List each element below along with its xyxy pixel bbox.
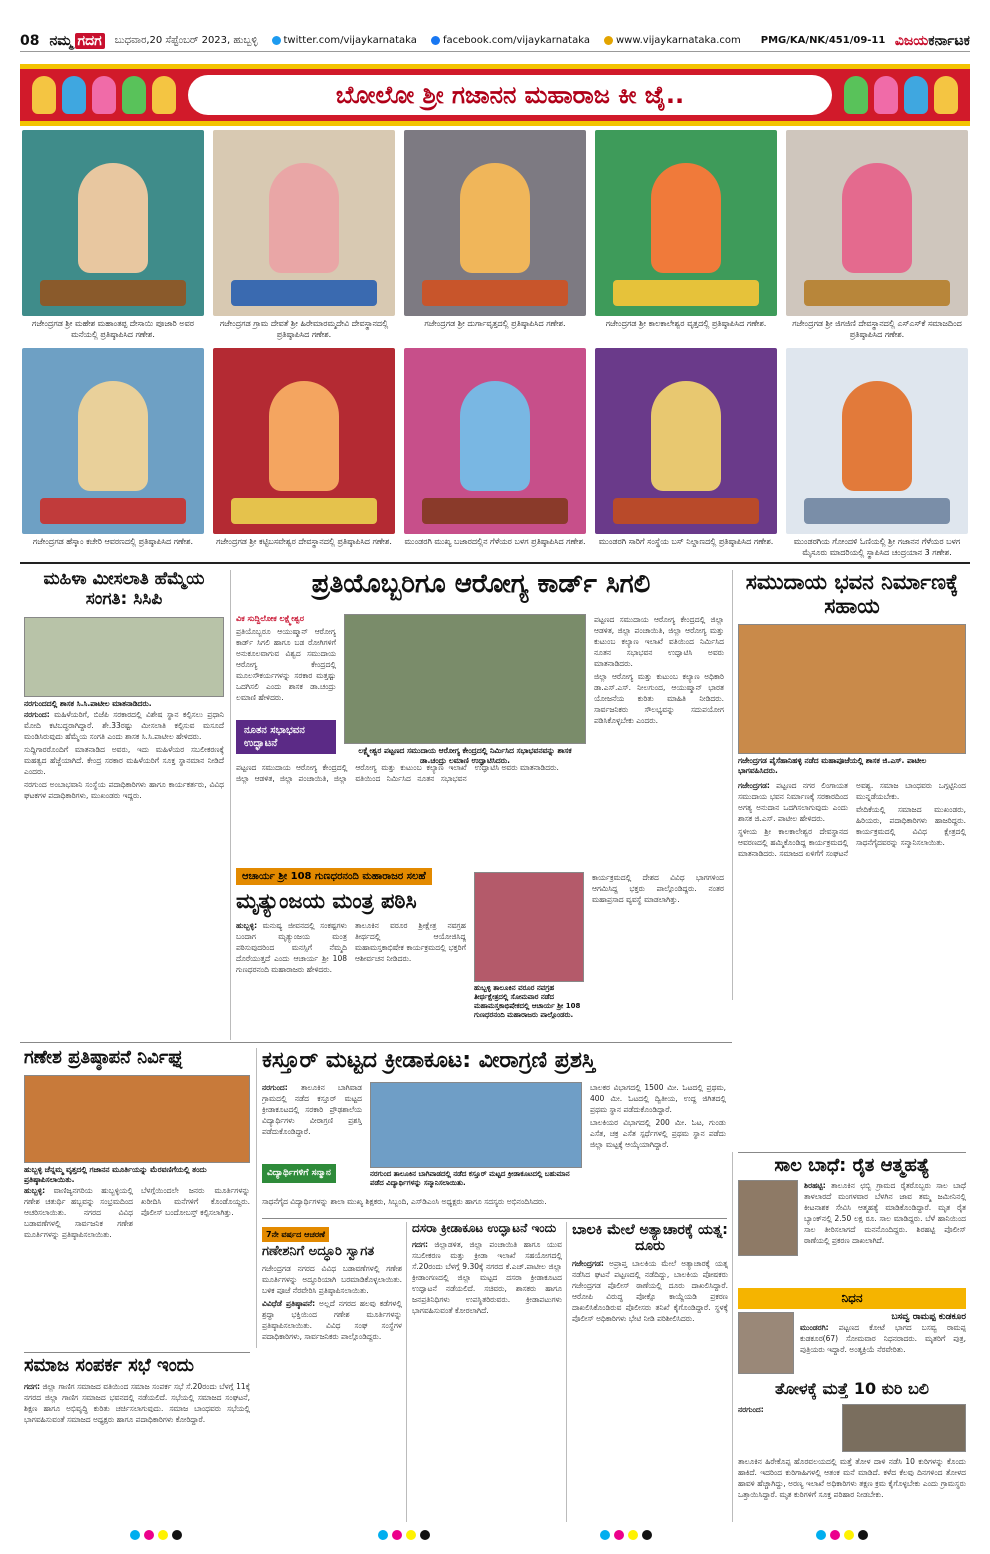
photo-tile [213,348,395,562]
article-body: ಗದಗ: ಜಿಲ್ಲಾ ಗಾಣಿಗ ಸಮಾಜದ ವತಿಯಿಂದ ಸಮಾಜ ಸಂಪರ್ಕ ಸಭೆ ಸೆ.20ರಂದು ಬೆಳಗ್ಗೆ 11ಕ್ಕೆ ನಗರದ ಜಿಲ್ಲಾ ಗಾಣಿಗ ಸಮಾಜದ ಭವನದಲ್ಲಿ ನಡೆಯಲಿದೆ. ಸಭೆಯಲ್ಲಿ ಸಮಾಜದ ಸಂಘಟನೆ, ಶಿಕ್ಷಣ ಹಾಗೂ ಅಭಿವೃದ್ಧಿ ಕುರಿತು ಚರ್ಚಿಸಲಾಗುವುದು. ಸಮಾಜ ಬಾಂಧವರು ಸಭೆಯಲ್ಲಿ ಭಾಗವಹಿಸುವಂತೆ ಸಮಾಜದ ಅಧ್ಯಕ್ಷರು ಹಾಗೂ ಪದಾಧಿಕಾರಿಗಳು ಕೋರಿದ್ದಾರೆ. [24,1381,250,1424]
photo-caption: ಗಜೇಂದ್ರಗಡ ಹೆಸ್ಕಾಂ ಕಚೇರಿ ಆವರಣದಲ್ಲಿ ಪ್ರತಿಷ್ಠಾಪಿಸಿದ ಗಣೇಶ. [32,537,194,546]
section-divider [20,562,970,564]
obituary-name: ಬಸವ್ವ ರಾಮಪ್ಪ ಕುಡಕೂರ [891,1312,966,1322]
column-rule [566,1222,567,1522]
photo-caption: ಮುಂಡರಗಿ ಮುಖ್ಯ ಬಜಾರದಲ್ಲಿನ ಗೆಳೆಯರ ಬಳಗ ಪ್ರತಿಷ್ಠಾಪಿಸಿದ ಗಣೇಶ. [404,537,586,546]
photo-caption: ನರಗುಂದ ತಾಲೂಕಿನ ಬಾಗಿವಾಡದಲ್ಲಿ ನಡೆದ ಕಸ್ತೂರ್ ಮಟ್ಟದ ಕ್ರೀಡಾಕೂಟದಲ್ಲಿ ಬಹುಮಾನ ಪಡೆದ ವಿದ್ಯಾರ್ಥಿಗಳನ್ನು ಸನ್ಮಾನಿಸಲಾಯಿತು. [370,1170,570,1187]
ganesha-photo [22,348,204,534]
photo-caption: ಗಜೇಂದ್ರಗಡ ಗ್ರಾಮ ದೇವತೆ ಶ್ರೀ ಹಿರೇಮಾರಮ್ಮದೇವಿ ದೇವಸ್ಥಾನದಲ್ಲಿ ಪ್ರತಿಷ್ಠಾಪಿಸಿದ ಗಣೇಶ. [219,319,389,339]
registration-marks [130,1530,182,1540]
article-photo [24,617,224,697]
article-headline: ಮೃತ್ಯುಂಜಯ ಮಂತ್ರ ಪಠಿಸಿ [236,889,417,913]
article-body: ನರಗುಂದ: ತಾಲೂಕಿನ ಬಾಗಿವಾಡ ಗ್ರಾಮದಲ್ಲಿ ನಡೆದ ಕಸ್ತೂರ್ ಮಟ್ಟದ ಕ್ರೀಡಾಕೂಟದಲ್ಲಿ ಸರಕಾರಿ ಪ್ರೌಢಶಾಲೆಯ ವಿದ್ಯಾರ್ಥಿಗಳು ವೀರಾಗ್ರಣಿ ಪ್ರಶಸ್ತಿ ಪಡೆದುಕೊಂಡಿದ್ದಾರೆ. [262,1083,362,1136]
photo-caption: ಗಜೇಂದ್ರಗಡ ಶ್ರೀ ಕಟ್ಟಿಬಸವೇಶ್ವರ ದೇವಸ್ಥಾನದಲ್ಲಿ ಪ್ರತಿಷ್ಠಾಪಿಸಿದ ಗಣೇಶ. [216,537,392,546]
column-rule [406,1222,407,1522]
article-health-card [236,570,726,865]
column-rule [230,570,231,1040]
article-body: ಕಾರ್ಯಕ್ರಮದಲ್ಲಿ ದೇಶದ ವಿವಿಧ ಭಾಗಗಳಿಂದ ಆಗಮಿಸಿದ್ದ ಭಕ್ತರು ಪಾಲ್ಗೊಂಡಿದ್ದರು. ನಂತರ ಮಹಾಪ್ರಸಾದ ವ್ಯವಸ್ಥೆ ಮಾಡಲಾಗಿತ್ತು. [592,873,724,904]
facebook-icon [431,36,440,45]
photo-tile [595,348,777,562]
twitter-link[interactable]: twitter.com/vijaykarnataka [272,35,417,46]
column-rule [732,570,733,1000]
edition-name: ನಮ್ಮ [49,32,73,49]
article-headline: ಸಮಾಜ ಸಂಪರ್ಕ ಸಭೆ ಇಂದು [24,1352,250,1377]
article-ganesh-welcome [262,1222,402,1522]
globe-icon [604,36,613,45]
newspaper-logo: ವಿಜಯಕರ್ನಾಟಕ [894,32,970,49]
photo-caption: ಲಕ್ಷ್ಮೇಶ್ವರ ಪಟ್ಟಣದ ಸಮುದಾಯ ಆರೋಗ್ಯ ಕೇಂದ್ರದಲ್ಲಿ ನಿರ್ಮಿಸಿದ ಸಭಾಭವನವನ್ನು ಶಾಸಕ ಡಾ.ಚಂದ್ರು ಲಮಾಣಿ ಉದ್ಘಾಟಿಸಿದರು. [358,746,572,765]
article-kicker: 7ನೇ ವರ್ಷದ ಆಚರಣೆ [262,1222,402,1242]
article-photo [24,1075,250,1163]
article-headline: ಮಹಿಳಾ ಮೀಸಲಾತಿ ಹೆಮ್ಮೆಯ ಸಂಗತಿ: ಸಿಸಿಪಿ [43,570,205,609]
photo-caption: ಗಜೇಂದ್ರಗಡ ಪೈಸೆಹಾನಿಹಳ್ಳಿ ನಡೆದ ಮಹಾಪೂಜೆಯಲ್ಲಿ ಶಾಸಕ ಜಿ.ಎಸ್. ಪಾಟೀಲ ಭಾಗವಹಿಸಿದರು. [738,756,927,776]
registration-number: PMG/KA/NK/451/09-11 [760,35,886,46]
article-body: ಶಿರಹಟ್ಟಿ: ತಾಲೂಕಿನ ಛಬ್ಬಿ ಗ್ರಾಮದ ರೈತರೊಬ್ಬರು ಸಾಲ ಬಾಧೆ ತಾಳಲಾರದೆ ಮಂಗಳವಾರ ಬೆಳಗಿನ ಜಾವ ತಮ್ಮ ಜಮೀನಿನಲ್ಲಿ ಕೀಟನಾಶಕ ಸೇವಿಸಿ ಆತ್ಮಹತ್ಯೆ ಮಾಡಿಕೊಂಡಿದ್ದಾರೆ. ಮೃತ ರೈತ ಬ್ಯಾಂಕ್‌ನಲ್ಲಿ 2.50 ಲಕ್ಷ ರೂ. ಸಾಲ ಮಾಡಿದ್ದರು. ಬೆಳೆ ಹಾನಿಯಿಂದ ಸಾಲ ತೀರಿಸಲಾಗದೆ ಮನನೊಂದಿದ್ದರು. ಶಿರಹಟ್ಟಿ ಪೊಲೀಸ್ ಠಾಣೆಯಲ್ಲಿ ಪ್ರಕರಣ ದಾಖಲಾಗಿದೆ. [804,1181,966,1245]
photo-caption: ಮುಂಡರಗಿ ಸಾರಿಗೆ ಸಂಸ್ಥೆಯ ಬಸ್ ನಿಲ್ದಾಣದಲ್ಲಿ ಪ್ರತಿಷ್ಠಾಪಿಸಿದ ಗಣೇಶ. [598,537,774,546]
ganesha-decoration-right [844,76,958,114]
article-body: ಗದಗ: ಜಿಲ್ಲಾಡಳಿತ, ಜಿಲ್ಲಾ ಪಂಚಾಯಿತಿ ಹಾಗೂ ಯುವ ಸಬಲೀಕರಣ ಮತ್ತು ಕ್ರೀಡಾ ಇಲಾಖೆ ಸಹಯೋಗದಲ್ಲಿ ಸೆ.20ರಂದು ಬೆಳಗ್ಗೆ 9.30ಕ್ಕೆ ನಗರದ ಕೆ.ಎಚ್.ಪಾಟೀಲ ಜಿಲ್ಲಾ ಕ್ರೀಡಾಂಗಣದಲ್ಲಿ ಜಿಲ್ಲಾ ಮಟ್ಟದ ದಸರಾ ಕ್ರೀಡಾಕೂಟದ ಉದ್ಘಾಟನೆ ನಡೆಯಲಿದೆ. ಸಚಿವರು, ಶಾಸಕರು ಹಾಗೂ ಜನಪ್ರತಿನಿಧಿಗಳು ಉಪಸ್ಥಿತರಿರುವರು. ಕ್ರೀಡಾಪಟುಗಳು ಭಾಗವಹಿಸುವಂತೆ ಕೋರಲಾಗಿದೆ. [412,1239,562,1315]
photo-tile [786,130,968,344]
article-body: ನರಗುಂದ: ಮಹಿಳೆಯರಿಗೆ, ಬಿಜೆಪಿ ಸರಕಾರದಲ್ಲಿ ವಿಶೇಷ ಸ್ಥಾನ ಕಲ್ಪಿಸಲು ಪ್ರಧಾನಿ ಮೋದಿ ಕಟಿಬದ್ಧರಾಗಿದ್ದಾರೆ. ಶೇ.33ರಷ್ಟು ಮೀಸಲಾತಿ ಕಲ್ಪಿಸುವ ಮಸೂದೆ ಮಂಡಿಸಿರುವುದು ಹೆಮ್ಮೆಯ ಸಂಗತಿ ಎಂದು ಶಾಸಕ ಸಿ.ಸಿ.ಪಾಟೀಲ ಹೇಳಿದರು. ಸುದ್ದಿಗಾರರೊಂದಿಗೆ ಮಾತನಾಡಿದ ಅವರು, ಇದು ಮಹಿಳೆಯರ ಸಬಲೀಕರಣಕ್ಕೆ ಮಹತ್ವದ ಹೆಜ್ಜೆಯಾಗಿದೆ. ಕೇಂದ್ರ ಸರಕಾರ ಮಹಿಳೆಯರಿಗೆ ಸೂಕ್ತ ಸ್ಥಾನಮಾನ ನೀಡಿದೆ ಎಂದರು. ನರಗುಂದ ಅಂಬಾಭವಾನಿ ಸಂಸ್ಥೆಯ ಪದಾಧಿಕಾರಿಗಳು ಹಾಗೂ ಕಾರ್ಯಕರ್ತರು, ವಿವಿಧ ಘಟಕಗಳ ಪದಾಧಿಕಾರಿಗಳು, ಮುಖಂಡರು ಇದ್ದರು. [24,710,224,801]
photo-tile [22,130,204,344]
ganesha-photo [213,130,395,316]
article-headline: ಪ್ರತಿಯೊಬ್ಬರಿಗೂ ಆರೋಗ್ಯ ಕಾರ್ಡ್ ಸಿಗಲಿ [311,570,651,599]
registration-marks [600,1530,652,1540]
article-dasara [412,1222,562,1522]
date-line: ಬುಧವಾರ,20 ಸೆಪ್ಟೆಂಬರ್ 2023, ಹುಬ್ಬಳ್ಳಿ [114,35,258,46]
banner-title: ಬೋಲೋ ಶ್ರೀ ಗಜಾನನ ಮಹಾರಾಜ ಕೀ ಜೈ.. [188,75,832,115]
section-divider [262,1218,727,1219]
ganesha-photo [22,130,204,316]
ganesha-decoration-left [32,76,176,114]
article-body: ಮುಂಡರಗಿ: ಪಟ್ಟಣದ ಕೋಟೆ ಭಾಗದ ಬಸವ್ವ ರಾಮಪ್ಪ ಕುಡಕೂರ(67) ಸೋಮವಾರ ನಿಧನರಾದರು. ಮೃತರಿಗೆ ಪುತ್ರ, ಪುತ್ರಿಯರು ಇದ್ದಾರೆ. ಅಂತ್ಯಕ್ರಿಯೆ ನೆರವೇರಿತು. [800,1323,966,1355]
photo-caption: ಹುಬ್ಬಳ್ಳಿ ಚೆನ್ನಮ್ಮ ವೃತ್ತದಲ್ಲಿ ಗಜಾನನ ಮೂರ್ತಿಯನ್ನು ಮೆರವಣಿಗೆಯಲ್ಲಿ ತಂದು ಪ್ರತಿಷ್ಠಾಪಿಸಲಾಯಿತು. [24,1164,207,1184]
article-body: ಪ್ರತಿಯೊಬ್ಬರೂ ಆಯುಷ್ಮಾನ್ ಆರೋಗ್ಯ ಕಾರ್ಡ್ ಸಿಗಲಿ ಹಾಗೂ ಬಡ ರೋಗಿಗಳಿಗೆ ಅನುಕೂಲವಾಗುವ ವಿಶ್ವದ ಸಮುದಾಯ ಆರೋಗ್ಯ ಕೇಂದ್ರದಲ್ಲಿ ಮೂಲಸೌಕರ್ಯಗಳನ್ನು ಸರಕಾರ ಮತ್ತಷ್ಟು ಒದಗಿಸಲಿ ಎಂದು ಶಾಸಕ ಡಾ.ಚಂದ್ರು ಲಮಾಣಿ ಹೇಳಿದರು. [236,627,336,702]
article-body: ತಾಲೂಕಿನ ಹಿರೇಕೊಪ್ಪ ಹೊರವಲಯದಲ್ಲಿ ಮತ್ತೆ ತೋಳ ದಾಳಿ ನಡೆಸಿ 10 ಕುರಿಗಳನ್ನು ಕೊಂದು ಹಾಕಿದೆ. ಇದರಿಂದ ಕುರಿಗಾಹಿಗಳಲ್ಲಿ ಆತಂಕ ಮನೆ ಮಾಡಿದೆ. ಕಳೆದ ಕೆಲವು ದಿನಗಳಿಂದ ತೋಳದ ಹಾವಳಿ ಹೆಚ್ಚಾಗಿದ್ದು, ಅರಣ್ಯ ಇಲಾಖೆ ಅಧಿಕಾರಿಗಳು ತಕ್ಷಣ ಕ್ರಮ ಕೈಗೊಳ್ಳಬೇಕು ಎಂದು ಗ್ರಾಮಸ್ಥರು ಒತ್ತಾಯಿಸಿದ್ದಾರೆ. ಮೃತ ಕುರಿಗಳಿಗೆ ಸೂಕ್ತ ಪರಿಹಾರ ನೀಡಬೇಕು. [738,1457,966,1499]
article-body: ಹುಬ್ಬಳ್ಳಿ: ವಾಣಿಜ್ಯನಗರಿಯ ಹುಬ್ಬಳ್ಳಿಯಲ್ಲಿ ಗಣೇಶ ಚತುರ್ಥಿ ಹಬ್ಬವನ್ನು ಸಂಭ್ರಮದಿಂದ ಆಚರಿಸಲಾಯಿತು. ನಗರದ ವಿವಿಧ ಬಡಾವಣೆಗಳಲ್ಲಿ ಸಾರ್ವಜನಿಕ ಗಣೇಶ ಮೂರ್ತಿಗಳನ್ನು ಪ್ರತಿಷ್ಠಾಪಿಸಲಾಯಿತು. ಬೆಳಗ್ಗೆಯಿಂದಲೇ ಜನರು ಮೂರ್ತಿಗಳನ್ನು ಖರೀದಿಸಿ ಮನೆಗಳಿಗೆ ಕೊಂಡೊಯ್ದರು. ಪೊಲೀಸ್ ಬಂದೋಬಸ್ತ್ ಕಲ್ಪಿಸಲಾಗಿತ್ತು. [24,1185,250,1239]
article-ganesha-installation [24,1048,250,1348]
photo-tile [404,130,586,344]
subhead-tag: ವಿದ್ಯಾರ್ಥಿಗಳಿಗೆ ಸನ್ಮಾನ [262,1164,336,1183]
facebook-link[interactable]: facebook.com/vijaykarnataka [431,35,590,46]
article-samaja [24,1352,250,1522]
article-photo [370,1082,582,1168]
column-rule [732,1152,733,1522]
article-photo [344,614,586,744]
article-sheep [738,1380,966,1525]
photo-caption: ಗಜೇಂದ್ರಗಡ ಶ್ರೀ ಕಾಲಕಾಲೇಶ್ವರ ವೃತ್ತದಲ್ಲಿ ಪ್ರತಿಷ್ಠಾಪಿಸಿದ ಗಣೇಶ. [605,319,767,328]
article-photo [842,1404,966,1452]
article-headline: ಸಾಲ ಬಾಧೆ: ರೈತ ಆತ್ಮಹತ್ಯೆ [738,1152,966,1177]
ganesha-photo [786,130,968,316]
photo-tile [404,348,586,562]
article-headline: ಗಣೇಶ ಪ್ರತಿಷ್ಠಾಪನೆ ನಿರ್ವಿಘ್ನ [24,1048,185,1068]
photo-caption: ಹುಬ್ಬಳ್ಳಿ ತಾಲೂಕಿನ ವರೂರ ನವಗ್ರಹ ತೀರ್ಥಕ್ಷೇತ್ರದಲ್ಲಿ ಸೋಮವಾರ ನಡೆದ ಮಹಾಮಸ್ತಕಾಭಿಷೇಕದಲ್ಲಿ ಆಚಾರ್ಯ ಶ್ರೀ 108 ಗುಣಧರನಂದಿ ಮಹಾರಾಜರು ಪಾಲ್ಗೊಂಡರು. [474,984,581,1019]
page-number: 08 [20,32,40,49]
article-headline: ದಸರಾ ಕ್ರೀಡಾಕೂಟ ಉದ್ಘಾಟನೆ ಇಂದು [412,1222,557,1235]
article-photo [738,624,966,754]
photo-caption: ನರಗುಂದದಲ್ಲಿ ಶಾಸಕ ಸಿ.ಸಿ.ಪಾಟೀಲ ಮಾತನಾಡಿದರು. [24,699,152,709]
subhead-tag: ನೂತನ ಸಭಾಭವನ ಉದ್ಘಾಟನೆ [236,720,336,754]
article-body: ಹುಬ್ಬಳ್ಳಿ: ಮನುಷ್ಯ ಜೀವನದಲ್ಲಿ ಸಂಕಷ್ಟಗಳು ಬಂದಾಗ ಮೃತ್ಯುಂಜಯ ಮಂತ್ರ ಪಠಿಸುವುದರಿಂದ ಮನಸ್ಸಿಗೆ ನೆಮ್ಮದಿ ದೊರೆಯುತ್ತದೆ ಎಂದು ಆಚಾರ್ಯ ಶ್ರೀ 108 ಗುಣಧರನಂದಿ ಮಹಾರಾಜರು ಹೇಳಿದರು. ತಾಲೂಕಿನ ವರೂರ ಶ್ರೀಕ್ಷೇತ್ರ ನವಗ್ರಹ ತೀರ್ಥದಲ್ಲಿ ಆಯೋಜಿಸಿದ್ದ ಮಹಾಮಸ್ತಕಾಭಿಷೇಕ ಕಾರ್ಯಕ್ರಮದಲ್ಲಿ ಭಕ್ತರಿಗೆ ಆಶೀರ್ವಚನ ನೀಡಿದರು. [236,921,466,974]
ganesha-photo [213,348,395,534]
photo-tile [786,348,968,562]
portrait-photo [738,1180,798,1256]
article-body: ಬಾಲಕರ ವಿಭಾಗದಲ್ಲಿ 1500 ಮೀ. ಓಟದಲ್ಲಿ ಪ್ರಥಮ, 400 ಮೀ. ಓಟದಲ್ಲಿ ದ್ವಿತೀಯ, ಉದ್ದ ಜಿಗಿತದಲ್ಲಿ ಪ್ರಥಮ ಸ್ಥಾನ ಪಡೆದುಕೊಂಡಿದ್ದಾರೆ. ಬಾಲಕಿಯರ ವಿಭಾಗದಲ್ಲಿ 200 ಮೀ. ಓಟ, ಗುಂಡು ಎಸೆತ, ಚಕ್ರ ಎಸೆತ ಸ್ಪರ್ಧೆಗಳಲ್ಲಿ ಪ್ರಥಮ ಸ್ಥಾನ ಪಡೆದು ಜಿಲ್ಲಾ ಮಟ್ಟಕ್ಕೆ ಆಯ್ಕೆಯಾಗಿದ್ದಾರೆ. [590,1083,726,1149]
photo-caption: ಗಜೇಂದ್ರಗಡ ಶ್ರೀ ಜಿಗಜಿಣಿ ದೇವಸ್ಥಾನದಲ್ಲಿ ಎಸ್‌ಎಸ್‌ಕೆ ಸಮಾಜದಿಂದ ಪ್ರತಿಷ್ಠಾಪಿಸಿದ ಗಣೇಶ. [792,319,962,339]
article-community-hall [738,570,966,1030]
article-body: ಪಟ್ಟಣದ ಸಮುದಾಯ ಆರೋಗ್ಯ ಕೇಂದ್ರದಲ್ಲಿ ಜಿಲ್ಲಾ ಆಡಳಿತ, ಜಿಲ್ಲಾ ಪಂಚಾಯಿತಿ, ಜಿಲ್ಲಾ ಆರೋಗ್ಯ ಮತ್ತು ಕುಟುಂಬ ಕಲ್ಯಾಣ ಇಲಾಖೆ ವತಿಯಿಂದ ನಿರ್ಮಿಸಿದ ನೂತನ ಸಭಾಭವನ ಉದ್ಘಾಟಿಸಿ ಅವರು ಮಾತನಾಡಿದರು. ಜಿಲ್ಲಾ ಆರೋಗ್ಯ ಮತ್ತು ಕುಟುಂಬ ಕಲ್ಯಾಣ ಅಧಿಕಾರಿ ಡಾ.ಎಸ್.ಎಸ್. ನೀಲಗುಂದ, ಆಯುಷ್ಮಾನ್ ಭಾರತ ಯೋಜನೆಯ ಕುರಿತು ಮಾಹಿತಿ ನೀಡಿದರು. ಸಾರ್ವಜನಿಕರು ಸೌಲಭ್ಯವನ್ನು ಸದುಪಯೋಗ ಪಡಿಸಿಕೊಳ್ಳಬೇಕು ಎಂದರು. [594,615,724,725]
article-photo [474,872,584,982]
article-obituary [738,1288,966,1378]
article-mantra [236,868,726,1038]
column-rule [256,1048,257,1348]
article-women-reservation [24,570,224,870]
portrait-photo [738,1312,794,1374]
article-byline: ವಿಕ ಸುದ್ದಿಲೋಕ ಲಕ್ಷ್ಮೇಶ್ವರ [236,614,305,623]
article-body: ಸಾಧನೆಗೈದ ವಿದ್ಯಾರ್ಥಿಗಳನ್ನು ಶಾಲಾ ಮುಖ್ಯ ಶಿಕ್ಷಕರು, ಸಿಬ್ಬಂದಿ, ಎಸ್‌ಡಿಎಂಸಿ ಅಧ್ಯಕ್ಷರು ಹಾಗೂ ಸದಸ್ಯರು ಅಭಿನಂದಿಸಿದರು. [262,1197,547,1206]
photo-tile [595,130,777,344]
article-sports [262,1048,727,1216]
website-link[interactable]: www.vijaykarnataka.com [604,35,741,46]
article-farmer [738,1152,966,1297]
article-headline: ಸಮುದಾಯ ಭವನ ನಿರ್ಮಾಣಕ್ಕೆ ಸಹಾಯ [745,570,959,619]
edition-city: ಗದಗ [75,33,105,49]
section-divider [20,1042,732,1043]
ganesha-photo [404,348,586,534]
article-headline: ಗಣೇಶನಿಗೆ ಅದ್ಧೂರಿ ಸ್ವಾಗತ [262,1244,375,1259]
article-body: ನರಗುಂದ: [738,1405,764,1414]
photo-caption: ಗಜೇಂದ್ರಗಡ ಶ್ರೀ ದುರ್ಗಾವೃತ್ತದಲ್ಲಿ ಪ್ರತಿಷ್ಠಾಪಿಸಿದ ಗಣೇಶ. [424,319,566,328]
article-headline: ತೋಳಕ್ಕೆ ಮತ್ತೆ 10 ಕುರಿ ಬಲಿ [775,1380,929,1398]
ganesha-photo [595,130,777,316]
festival-banner [20,64,970,126]
photo-tile [22,348,204,562]
article-body: ಪಟ್ಟಣದ ಸಮುದಾಯ ಆರೋಗ್ಯ ಕೇಂದ್ರದಲ್ಲಿ ಜಿಲ್ಲಾ ಆಡಳಿತ, ಜಿಲ್ಲಾ ಪಂಚಾಯಿತಿ, ಜಿಲ್ಲಾ ಆರೋಗ್ಯ ಮತ್ತು ಕುಟುಂಬ ಕಲ್ಯಾಣ ಇಲಾಖೆ ವತಿಯಿಂದ ನಿರ್ಮಿಸಿದ ನೂತನ ಸಭಾಭವನ ಉದ್ಘಾಟಿಸಿ ಅವರು ಮಾತನಾಡಿದರು. [236,763,559,783]
article-kicker: ಆಚಾರ್ಯ ಶ್ರೀ 108 ಗುಣಧರನಂದಿ ಮಹಾರಾಜರ ಸಲಹೆ [236,868,726,885]
article-body: ಗಜೇಂದ್ರಗಡ: ಅಪ್ರಾಪ್ತ ಬಾಲಕಿಯ ಮೇಲೆ ಅತ್ಯಾಚಾರಕ್ಕೆ ಯತ್ನ ನಡೆಸಿದ ಘಟನೆ ಪಟ್ಟಣದಲ್ಲಿ ನಡೆದಿದ್ದು, ಬಾಲಕಿಯ ಪೋಷಕರು ಗಜೇಂದ್ರಗಡ ಪೊಲೀಸ್ ಠಾಣೆಯಲ್ಲಿ ದೂರು ದಾಖಲಿಸಿದ್ದಾರೆ. ಆರೋಪಿ ವಿರುದ್ಧ ಪೋಕ್ಸೊ ಕಾಯ್ದೆಯಡಿ ಪ್ರಕರಣ ದಾಖಲಿಸಿಕೊಂಡಿರುವ ಪೊಲೀಸರು ತನಿಖೆ ಕೈಗೊಂಡಿದ್ದಾರೆ. ಸ್ಥಳಕ್ಕೆ ಪೊಲೀಸ್ ಅಧಿಕಾರಿಗಳು ಭೇಟಿ ನೀಡಿ ಪರಿಶೀಲಿಸಿದರು. [572,1259,728,1324]
ganesha-photo [595,348,777,534]
article-body: ಗಜೇಂದ್ರಗಡ ನಗರದ ವಿವಿಧ ಬಡಾವಣೆಗಳಲ್ಲಿ ಗಣೇಶ ಮೂರ್ತಿಗಳನ್ನು ಅದ್ಧೂರಿಯಾಗಿ ಬರಮಾಡಿಕೊಳ್ಳಲಾಯಿತು. ಬಳಿಕ ಪೂಜೆ ನೆರವೇರಿಸಿ ಪ್ರತಿಷ್ಠಾಪಿಸಲಾಯಿತು. ವಿವಿಧೆಡೆ ಪ್ರತಿಷ್ಠಾಪನೆ: ಅಲ್ಲದೆ ನಗರದ ಹಲವು ಕಡೆಗಳಲ್ಲಿ ಶ್ರದ್ಧಾ ಭಕ್ತಿಯಿಂದ ಗಣೇಶ ಮೂರ್ತಿಗಳನ್ನು ಪ್ರತಿಷ್ಠಾಪಿಸಲಾಯಿತು. ವಿವಿಧ ಸಂಘ ಸಂಸ್ಥೆಗಳ ಪದಾಧಿಕಾರಿಗಳು, ಸಾರ್ವಜನಿಕರು ಪಾಲ್ಗೊಂಡಿದ್ದರು. [262,1263,402,1341]
page-header [20,30,970,52]
obituary-band: ನಿಧನ [738,1288,966,1309]
registration-marks [378,1530,430,1540]
ganesha-photo [786,348,968,534]
edition-label [47,33,104,49]
article-headline: ಕಸ್ತೂರ್ ಮಟ್ಟದ ಕ್ರೀಡಾಕೂಟ: ವೀರಾಗ್ರಣಿ ಪ್ರಶಸ್ತಿ [262,1048,596,1073]
article-girl [572,1222,728,1522]
photo-caption: ಗಜೇಂದ್ರಗಡ ಶ್ರೀ ಮಹೇಶ ಮಹಾಂತಪ್ಪ ದೇಸಾಯಿ ಪೂಜಾರಿ ಅವರ ಮನೆಯಲ್ಲಿ ಪ್ರತಿಷ್ಠಾಪಿಸಿದ ಗಣೇಶ. [32,319,194,339]
photo-caption: ಮುಂಡರಗಿಯ ಗೋಂದಳಿ ಓಣಿಯಲ್ಲಿ ಶ್ರೀ ಗಜಾನನ ಗೆಳೆಯರ ಬಳಗ ಮೈಸೂರು ಮಾದರಿಯಲ್ಲಿ ಸ್ಥಾಪಿಸಿದ ಚಂದ್ರಯಾನ 3 ಗಣೇಶ. [793,537,961,557]
photo-tile [213,130,395,344]
article-headline: ಬಾಲಕಿ ಮೇಲೆ ಅತ್ಯಾಚಾರಕ್ಕೆ ಯತ್ನ: ದೂರು [572,1222,728,1255]
registration-marks [816,1530,868,1540]
twitter-icon [272,36,281,45]
ganesha-photo [404,130,586,316]
article-body: ಗಜೇಂದ್ರಗಡ: ಪಟ್ಟಣದ ನಗರ ಲಿಂಗಾಯತ ಸಮುದಾಯ ಭವನ ನಿರ್ಮಾಣಕ್ಕೆ ಸರಕಾರದಿಂದ ಅಗತ್ಯ ಅನುದಾನ ಒದಗಿಸಲಾಗುವುದು ಎಂದು ಶಾಸಕ ಜಿ.ಎಸ್. ಪಾಟೀಲ ಹೇಳಿದರು. ಸ್ಥಳೀಯ ಶ್ರೀ ಕಾಲಕಾಲೇಶ್ವರ ದೇವಸ್ಥಾನದ ಆವರಣದಲ್ಲಿ ಹಮ್ಮಿಕೊಂಡಿದ್ದ ಕಾರ್ಯಕ್ರಮದಲ್ಲಿ ಮಾತನಾಡಿದರು. ಸಮಾಜದ ಏಳಿಗೆಗೆ ಸಂಘಟನೆ ಅವಶ್ಯ. ಸಮಾಜ ಬಾಂಧವರು ಒಗ್ಗಟ್ಟಿನಿಂದ ಮುನ್ನಡೆಯಬೇಕು. ವೇದಿಕೆಯಲ್ಲಿ ಸಮಾಜದ ಮುಖಂಡರು, ಹಿರಿಯರು, ಪದಾಧಿಕಾರಿಗಳು ಹಾಜರಿದ್ದರು. ಕಾರ್ಯಕ್ರಮದಲ್ಲಿ ವಿವಿಧ ಕ್ಷೇತ್ರದಲ್ಲಿ ಸಾಧನೆಗೈದವರನ್ನು ಸನ್ಮಾನಿಸಲಾಯಿತು. [738,781,966,859]
